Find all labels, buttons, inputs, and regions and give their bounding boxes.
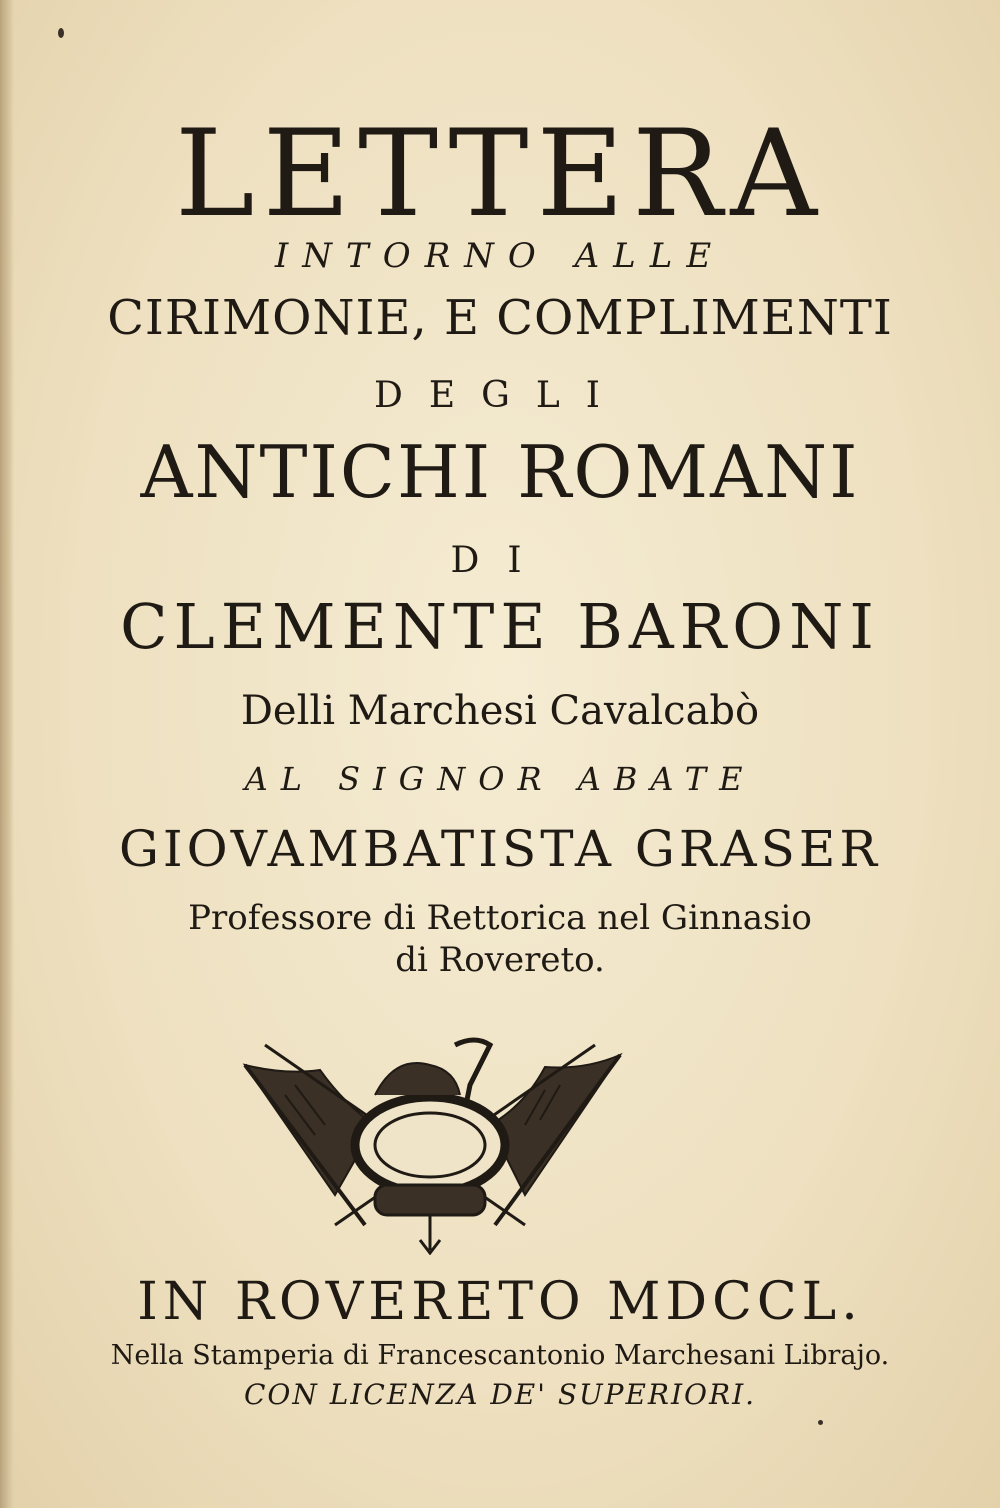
ink-speck: [58, 28, 64, 38]
subtitle-line-2: CIRIMONIE, E COMPLIMENTI: [107, 290, 893, 346]
book-title: LETTERA: [174, 105, 826, 244]
dedicatee-name: GIOVAMBATISTA GRASER: [118, 820, 881, 878]
trophy-of-arms-ornament-icon: [225, 1025, 635, 1255]
imprint-license: CON LICENZA DE' SUPERIORI.: [243, 1378, 757, 1411]
imprint-place-year: IN ROVERETO MDCCL.: [137, 1272, 863, 1332]
author-lineage: Delli Marchesi Cavalcabò: [240, 688, 760, 734]
ink-speck: [818, 1420, 823, 1425]
subtitle-line-4: ANTICHI ROMANI: [140, 430, 860, 514]
subtitle-line-1: INTORNO ALLE: [274, 236, 726, 276]
imprint-printer: Nella Stamperia di Francescantonio Marchesani Librajo.: [110, 1340, 890, 1371]
subtitle-line-3: DEGLI: [373, 375, 627, 416]
dedication-to: AL SIGNOR ABATE: [244, 760, 756, 798]
dedicatee-role: Professore di Rettorica nel Ginnasio: [188, 898, 812, 938]
author-preposition: DI: [450, 540, 550, 581]
author-name: CLEMENTE BARONI: [120, 590, 880, 663]
dedicatee-place: di Rovereto.: [395, 940, 605, 980]
